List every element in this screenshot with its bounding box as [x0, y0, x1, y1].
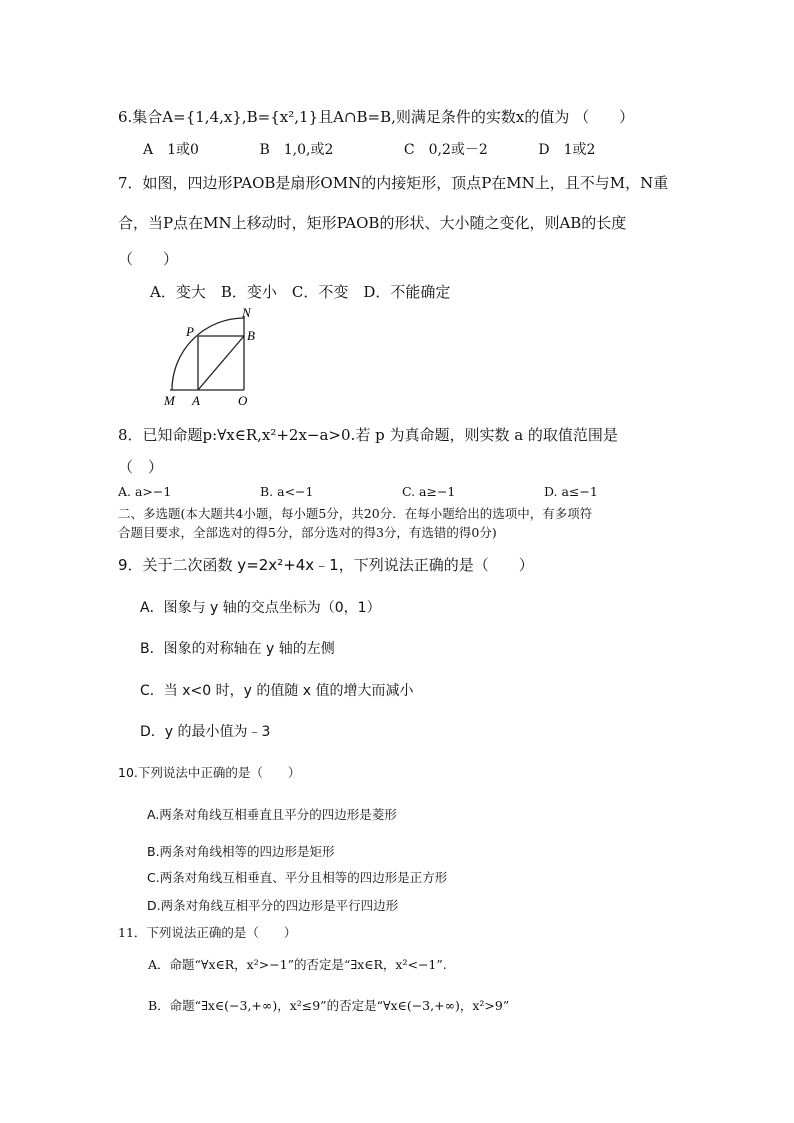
q10-stem: 10.下列说法中正确的是（ ）	[118, 765, 301, 780]
q9-option-a: A．图象与 y 轴的交点坐标为（0，1）	[140, 600, 381, 616]
label-m: M	[164, 393, 175, 408]
q11-option-a: A．命题“∀x∈R，x²>−1”的否定是“∃x∈R，x²<−1”.	[148, 957, 447, 972]
q10-option-b: B.两条对角线相等的四边形是矩形	[147, 844, 335, 859]
q9-option-d: D．y 的最小值为﹣3	[140, 724, 271, 740]
label-p: P	[186, 324, 194, 339]
q11-stem: 11．下列说法正确的是（ ）	[118, 925, 297, 940]
q8-option-c: C. a≥−1	[401, 484, 456, 499]
q9-stem: 9．关于二次函数 y=2x²+4x﹣1，下列说法正确的是（ ）	[118, 556, 534, 574]
q7-options: A．变大 B．变小 C．不变 D．不能确定	[150, 283, 451, 301]
q6-options	[143, 139, 595, 159]
section2-line2: 合题目要求，全部选对的得5分，部分选对的得3分，有选错的得0分)	[118, 525, 497, 540]
q7-line1: 7．如图，四边形PAOB是扇形OMN的内接矩形，顶点P在MN上，且不与M，N重	[118, 174, 669, 192]
q8-line1: 8．已知命题p:∀x∈R,x²+2x−a>0.若 p 为真命题，则实数 a 的取值范围是	[118, 426, 618, 444]
q8-option-b: B. a<−1	[259, 484, 314, 499]
q10-option-d: D.两条对角线互相平分的四边形是平行四边形	[147, 898, 399, 913]
diagonal-ab	[198, 336, 244, 390]
section2-line1: 二、多选题(本大题共4小题，每小题5分，共20分．在每小题给出的选项中，有多项符	[118, 506, 593, 521]
label-a: A	[192, 393, 200, 408]
q9-option-b: B．图象的对称轴在 y 轴的左侧	[140, 641, 335, 657]
q9-option-c: C．当 x<0 时，y 的值随 x 值的增大而减小	[140, 683, 414, 699]
q11-option-b: B．命题“∃x∈(−3,+∞)，x²≤9”的否定是“∀x∈(−3,+∞)，x²>9”	[148, 998, 510, 1013]
q6-option-c: C 0,2或－2	[403, 142, 488, 158]
q8-line2: （ ）	[118, 458, 164, 476]
q6-stem: 6.集合A={1,4,x},B={x²,1}且A∩B=B,则满足条件的实数x的值为 （ ）	[118, 108, 635, 126]
q7-line2: 合，当P点在MN上移动时，矩形PAOB的形状、大小随之变化，则AB的长度	[118, 214, 627, 232]
q10-option-a: A.两条对角线互相垂直且平分的四边形是菱形	[147, 807, 397, 822]
q8-option-a: A. a>−1	[118, 484, 172, 499]
q7-line3: （ ）	[118, 250, 179, 268]
sector-figure	[158, 304, 268, 408]
q8-option-d: D. a≤−1	[543, 484, 598, 499]
q8-options	[118, 484, 598, 499]
q6-option-d: D 1或2	[538, 142, 596, 158]
label-n: N	[242, 305, 251, 320]
label-b: B	[247, 328, 255, 343]
q6-option-b: B 1,0,或2	[259, 142, 334, 158]
q6-option-a: A 1或0	[143, 142, 199, 158]
label-o: O	[238, 393, 248, 408]
q10-option-c: C.两条对角线互相垂直、平分且相等的四边形是正方形	[147, 870, 448, 885]
